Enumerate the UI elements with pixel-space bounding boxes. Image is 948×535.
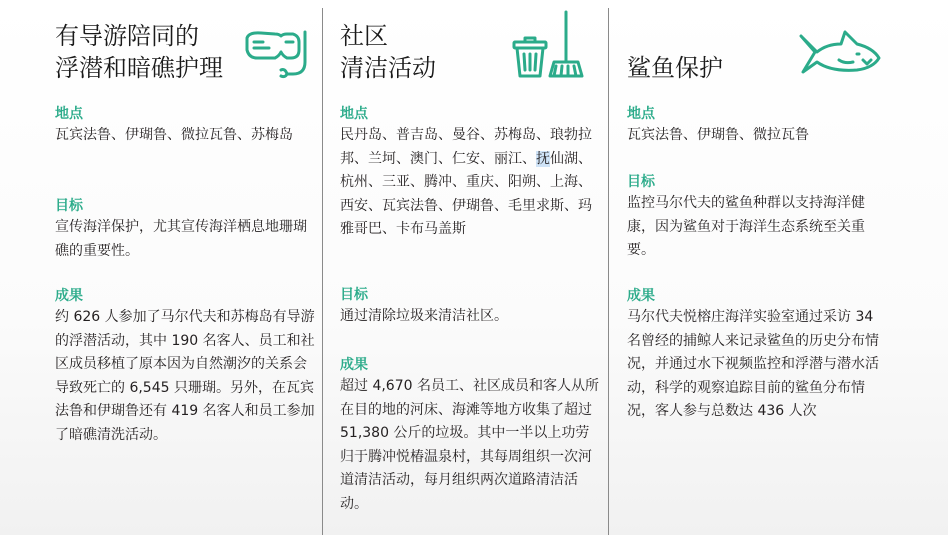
location-label: 地点 [627,106,655,122]
result-label: 成果 [55,288,83,304]
result-text: 马尔代夫悦榕庄海洋实验室通过采访 34 名曾经的捕鲸人来记录鲨鱼的历史分布情况，并通过水下视频监控和浮潜与潜水活动，科学的观察追踪目前的鲨鱼分布情况，客人参与总数达 436 人次 [627,309,879,419]
cleanup-title [340,20,436,84]
location-label: 地点 [340,106,368,122]
snorkeling-goal [55,196,317,263]
snorkeling-title-line1: 有导游陪同的 [55,22,199,50]
cleanup-title-line2: 清洁活动 [340,54,436,82]
shark-result [627,286,889,424]
goal-text: 通过清除垃圾来清洁社区。 [340,308,508,324]
column-divider-1 [322,8,323,535]
goal-label: 目标 [340,287,368,303]
location-text [340,124,602,242]
result-label: 成果 [627,288,655,304]
result-text: 超过 4,670 名员工、社区成员和客人从所在目的地的河床、海滩等地方收集了超过 51,380 公斤的垃圾。其中一半以上功劳归于腾冲悦椿温泉村，其每周组织一次河道清洁活动，每月组织两次道路清洁活动。 [340,378,599,512]
location-label: 地点 [55,106,83,122]
goal-text: 监控马尔代夫的鲨鱼种群以支持海洋健康，因为鲨鱼对于海洋生态系统至关重要。 [627,195,865,258]
shark-title [627,52,723,84]
column-divider-2 [608,8,609,535]
snorkeling-result [55,286,317,447]
result-label: 成果 [340,357,368,373]
result-text: 约 626 人参加了马尔代夫和苏梅岛有导游的浮潜活动，其中 190 名客人、员工和社区成员移植了原本因为自然潮汐的关系会导致死亡的 6,545 只珊瑚。另外，在瓦宾法鲁和伊瑚鲁还有 419 名客人和员工参加了暗礁清洗活动。 [55,309,315,443]
cleanup-result [340,355,602,516]
shark-title-line1: 鲨鱼保护 [627,54,723,82]
goal-label: 目标 [627,174,655,190]
shark-goal [627,172,889,263]
location-text: 瓦宾法鲁、伊瑚鲁、微拉瓦鲁 [627,127,809,143]
snorkeling-location [55,104,317,148]
location-text-part2: 仙湖、杭州、三亚、腾冲、重庆、阳朔、上海、西安、瓦宾法鲁、伊瑚鲁、毛里求斯、玛雅哥巴、卡布马盖斯 [340,150,592,237]
shark-location [627,104,889,148]
snorkeling-title-line2: 浮潜和暗礁护理 [55,54,223,82]
cleanup-location [340,104,602,242]
shark-icon [797,30,883,80]
cleanup-goal [340,285,602,329]
snorkeling-title [55,20,223,84]
goal-label: 目标 [55,198,83,214]
location-text: 瓦宾法鲁、伊瑚鲁、微拉瓦鲁、苏梅岛 [55,127,293,143]
trash-bin-broom-icon [510,10,590,82]
location-text-part1: 民丹岛、普吉岛、曼谷、苏梅岛、琅勃拉邦、兰坷、澳门、仁安、丽江、 [340,127,592,167]
location-text-highlight: 抚 [536,150,550,167]
snorkel-mask-icon [241,28,313,80]
goal-text: 宣传海洋保护，尤其宣传海洋栖息地珊瑚礁的重要性。 [55,219,307,259]
cleanup-title-line1: 社区 [340,22,388,50]
